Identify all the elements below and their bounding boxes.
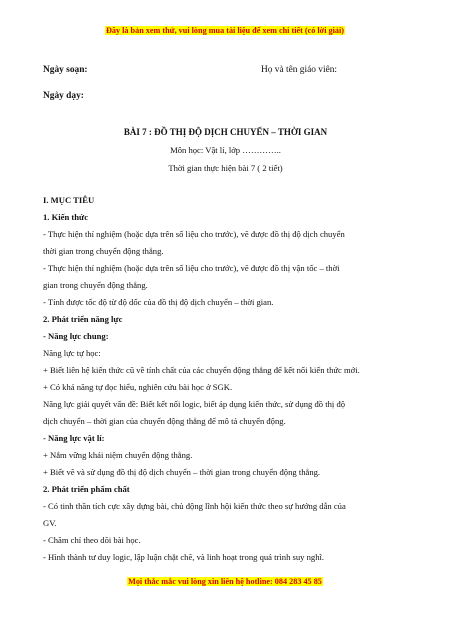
quality-item-1-line2: GV. (43, 518, 57, 528)
general-item-1: + Biết liên hệ kiến thức cũ về tính chất của các chuyển động thẳng để kết nối kiến thức mới. (43, 365, 360, 375)
preview-banner: Đây là bản xem thử, vui lòng mua tài liệu để xem chi tiết (có lời giải) (105, 26, 344, 35)
teacher-name-label: Họ và tên giáo viên: (261, 65, 338, 75)
knowledge-item-2-line2: gian trong chuyển động thẳng. (43, 280, 148, 290)
subsection-knowledge: 1. Kiến thức (43, 212, 89, 222)
quality-item-2: - Chăm chỉ theo dõi bài học. (43, 535, 141, 545)
teach-date-label: Ngày dạy: (43, 91, 84, 101)
quality-item-3: - Hình thành tư duy logic, lập luận chặt chẽ, và linh hoạt trong quá trình suy nghĩ. (43, 552, 325, 562)
knowledge-item-1-line1: - Thực hiện thí nghiệm (hoặc dựa trên số liệu cho trước), vẽ được đồ thị độ dịch chuyển (43, 229, 345, 239)
prep-date-label: Ngày soạn: (43, 65, 88, 75)
knowledge-item-1-line2: thời gian trong chuyển động thẳng. (43, 246, 164, 256)
lesson-title: BÀI 7 : ĐỒ THỊ ĐỘ DỊCH CHUYỂN – THỜI GIAN (123, 127, 328, 137)
lesson-duration: Thời gian thực hiện bài 7 ( 2 tiết) (168, 163, 283, 173)
problem-solving-line2: dịch chuyển – thời gian của chuyển động thẳng để mô tả chuyển động. (43, 416, 286, 426)
problem-solving-line1: Năng lực giải quyết vấn đề: Biết kết nối logic, biết áp dụng kiến thức, sử dụng đồ thị độ (43, 399, 346, 409)
self-study-label: Năng lực tự học: (43, 348, 101, 358)
general-competence-heading: - Năng lực chung: (43, 331, 109, 341)
knowledge-item-3: - Tính được tốc độ từ độ dốc của đồ thị độ dịch chuyển – thời gian. (43, 297, 274, 307)
physics-competence-heading: - Năng lực vật lí: (43, 433, 105, 443)
general-item-2: + Có khả năng tự đọc hiểu, nghiên cứu bài học ở SGK. (43, 382, 233, 392)
quality-item-1-line1: - Có tinh thần tích cực xây dựng bài, chủ động lĩnh hội kiến thức theo sự hướng dẫn của (43, 501, 346, 511)
knowledge-item-2-line1: - Thực hiện thí nghiệm (hoặc dựa trên số liệu cho trước), vẽ được đồ thị vận tốc – thời (43, 263, 340, 273)
section-objectives: I. MỤC TIÊU (43, 195, 95, 205)
lesson-subject: Môn học: Vật lí, lớp ………….. (170, 145, 281, 155)
subsection-competence: 2. Phát triển năng lực (43, 314, 123, 324)
physics-item-1: + Nắm vững khái niệm chuyển động thẳng. (43, 450, 193, 460)
physics-item-2: + Biết vẽ và sử dụng đồ thị độ dịch chuyển – thời gian trong chuyển động thẳng. (43, 467, 321, 477)
subsection-qualities: 2. Phát triển phẩm chất (43, 484, 130, 494)
hotline-banner: Mọi thắc mắc vui lòng xin liên hệ hotline: 084 283 45 85 (128, 577, 322, 586)
